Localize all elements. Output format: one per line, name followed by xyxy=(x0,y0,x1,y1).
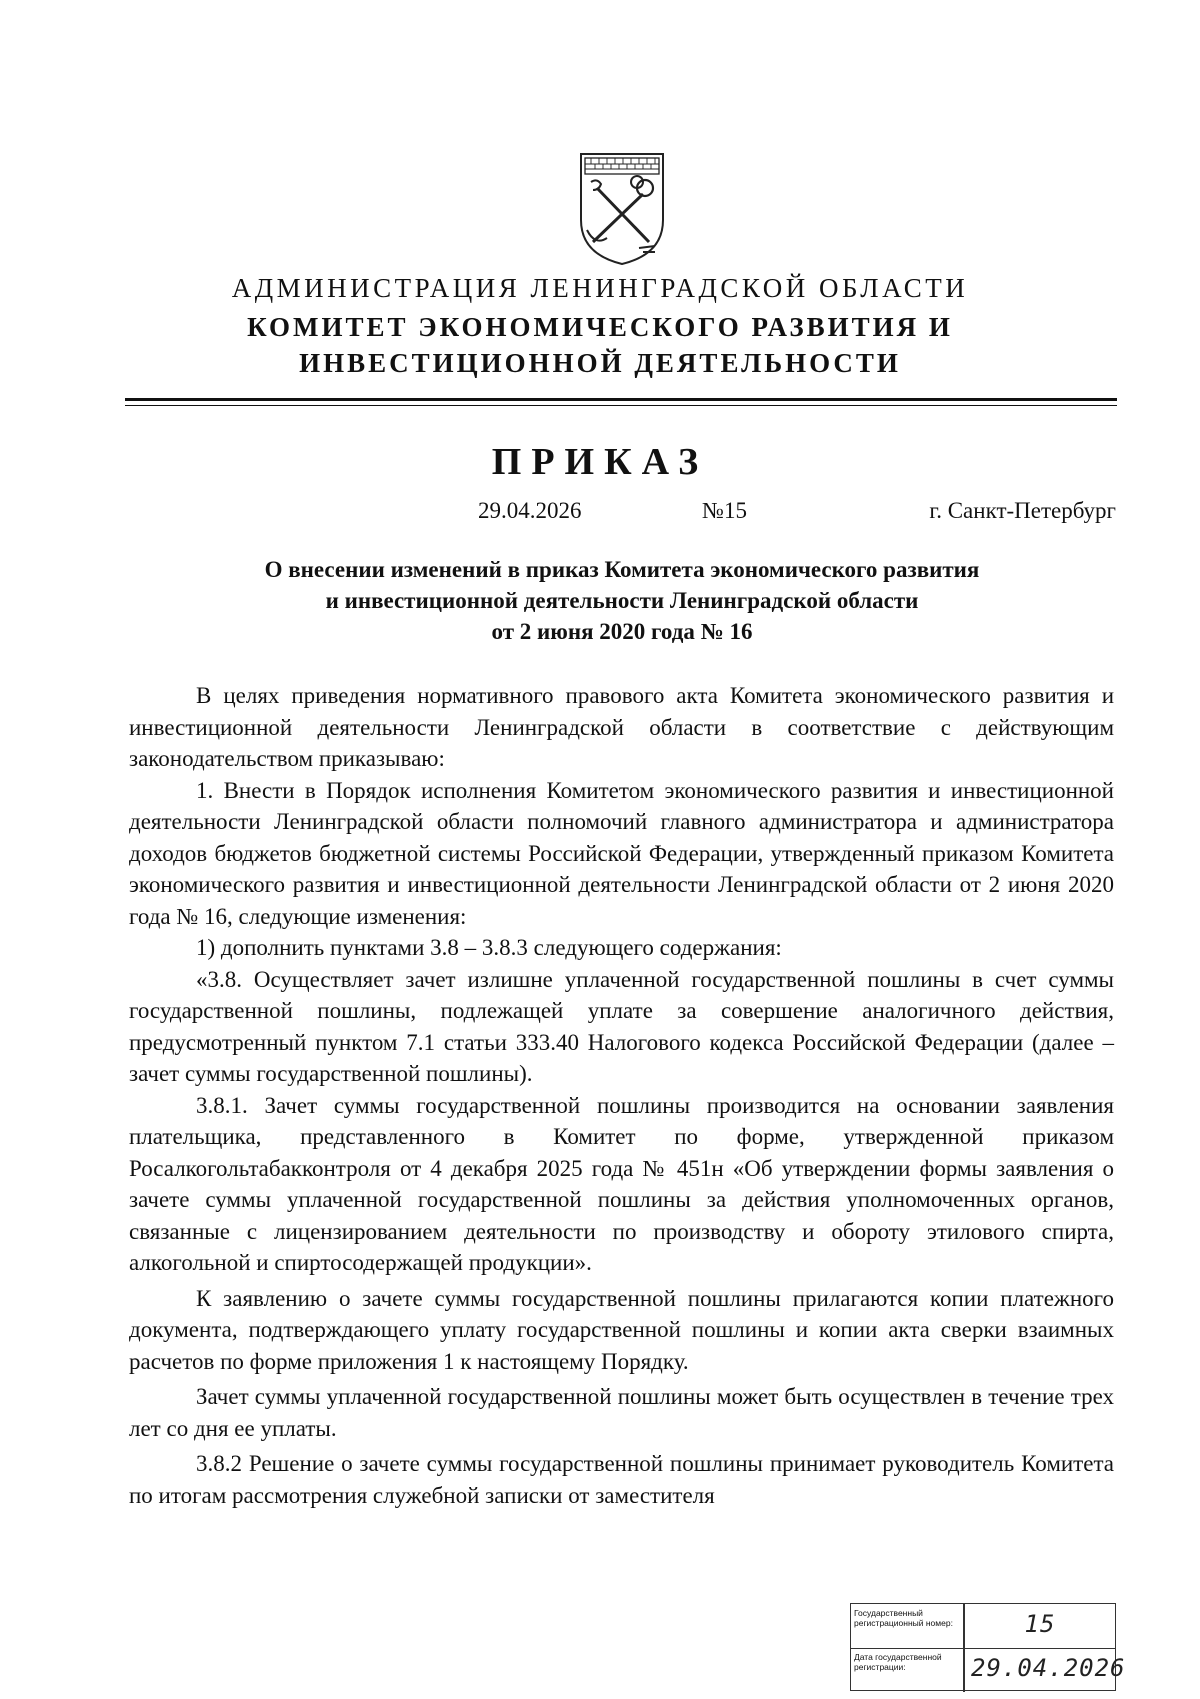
leningrad-oblast-coat-of-arms-icon xyxy=(577,150,667,268)
registration-date-row xyxy=(851,1648,1126,1692)
stamp-divider xyxy=(963,1648,965,1692)
registration-date-label: Дата государственной регистрации: xyxy=(854,1652,942,1672)
body-paragraph-item-1: 1. Внести в Порядок исполнения Комитетом экономического развития и инвестиционной деятельности Ленинградской области полномочий главного администратора и администратора доходов бюджетов бюджетной системы Российской Федерации, утвержденный приказом Комитета экономического развития и инвестиционной деятельности Ленинградской области от 2 июня 2020 года № 16, следующие изменения: xyxy=(129,777,1114,929)
body-paragraph-subitem-1: 1) дополнить пунктами 3.8 – 3.8.3 следующего содержания: xyxy=(196,935,782,960)
header-divider-thick xyxy=(125,398,1117,401)
body-paragraph-term: Зачет суммы уплаченной государственной пошлины может быть осуществлен в течение трех лет со дня ее уплаты. xyxy=(129,1384,1114,1441)
body-paragraph-3-8-1: 3.8.1. Зачет суммы государственной пошлины производится на основании заявления плательщика, представленного в Комитет по форме, утвержденной приказом Росалкогольтабакконтроля от 4 декабря 2025 года № 451н «Об утверждении формы заявления о зачете суммы уплаченной государственной пошлины за действия уполномоченных органов, связанные с лицензированием деятельности по производству и обороту этилового спирта, алкогольной и спиртосодержащей продукции». xyxy=(129,1092,1114,1275)
document-city: г. Санкт-Петербург xyxy=(929,498,1116,523)
subject-line-3: от 2 июня 2020 года № 16 xyxy=(491,619,753,644)
registration-number-label: Государственный регистрационный номер: xyxy=(854,1608,953,1628)
committee-name-line-1: КОМИТЕТ ЭКОНОМИЧЕСКОГО РАЗВИТИЯ И xyxy=(247,312,953,342)
subject-line-1: О внесении изменений в приказ Комитета экономического развития xyxy=(264,557,980,582)
document-number: №15 xyxy=(702,498,747,523)
administration-name: АДМИНИСТРАЦИЯ ЛЕНИНГРАДСКОЙ ОБЛАСТИ xyxy=(231,273,969,303)
stamp-divider xyxy=(963,1604,965,1648)
document-subject xyxy=(130,554,1114,647)
registration-date-value: 29.04.2026 xyxy=(971,1654,1126,1682)
body-paragraph-attachments: К заявлению о зачете суммы государственной пошлины прилагаются копии платежного документа, подтверждающего уплату государственной пошлины и копии акта сверки взаимных расчетов по форме приложения 1 к настоящему Порядку. xyxy=(129,1285,1114,1374)
committee-name-line-2: ИНВЕСТИЦИОННОЙ ДЕЯТЕЛЬНОСТИ xyxy=(299,348,901,378)
document-type-title: ПРИКАЗ xyxy=(491,441,709,483)
body-paragraph-3-8-2: 3.8.2 Решение о зачете суммы государственной пошлины принимает руководитель Комитета по итогам рассмотрения служебной записки от заместителя xyxy=(129,1451,1114,1508)
header-divider-thin xyxy=(125,405,1117,406)
body-paragraph-3-8: «3.8. Осуществляет зачет излишне уплаченной государственной пошлины в счет суммы государственной пошлины, подлежащей уплате за совершение аналогичного действия, предусмотренный пунктом 7.1 статьи 333.40 Налогового кодекса Российской Федерации (далее – зачет суммы государственной пошлины). xyxy=(129,966,1114,1086)
document-date: 29.04.2026 xyxy=(478,498,582,523)
registration-stamp xyxy=(850,1603,1126,1691)
document-body xyxy=(129,680,1114,1511)
registration-number-row xyxy=(851,1604,1115,1649)
body-paragraph-preamble: В целях приведения нормативного правового акта Комитета экономического развития и инвестиционной деятельности Ленинградской области в соответствие с действующим законодательством приказываю: xyxy=(129,683,1114,771)
registration-number-value: 15 xyxy=(1024,1610,1056,1638)
subject-line-2: и инвестиционной деятельности Ленинградской области xyxy=(325,588,919,613)
